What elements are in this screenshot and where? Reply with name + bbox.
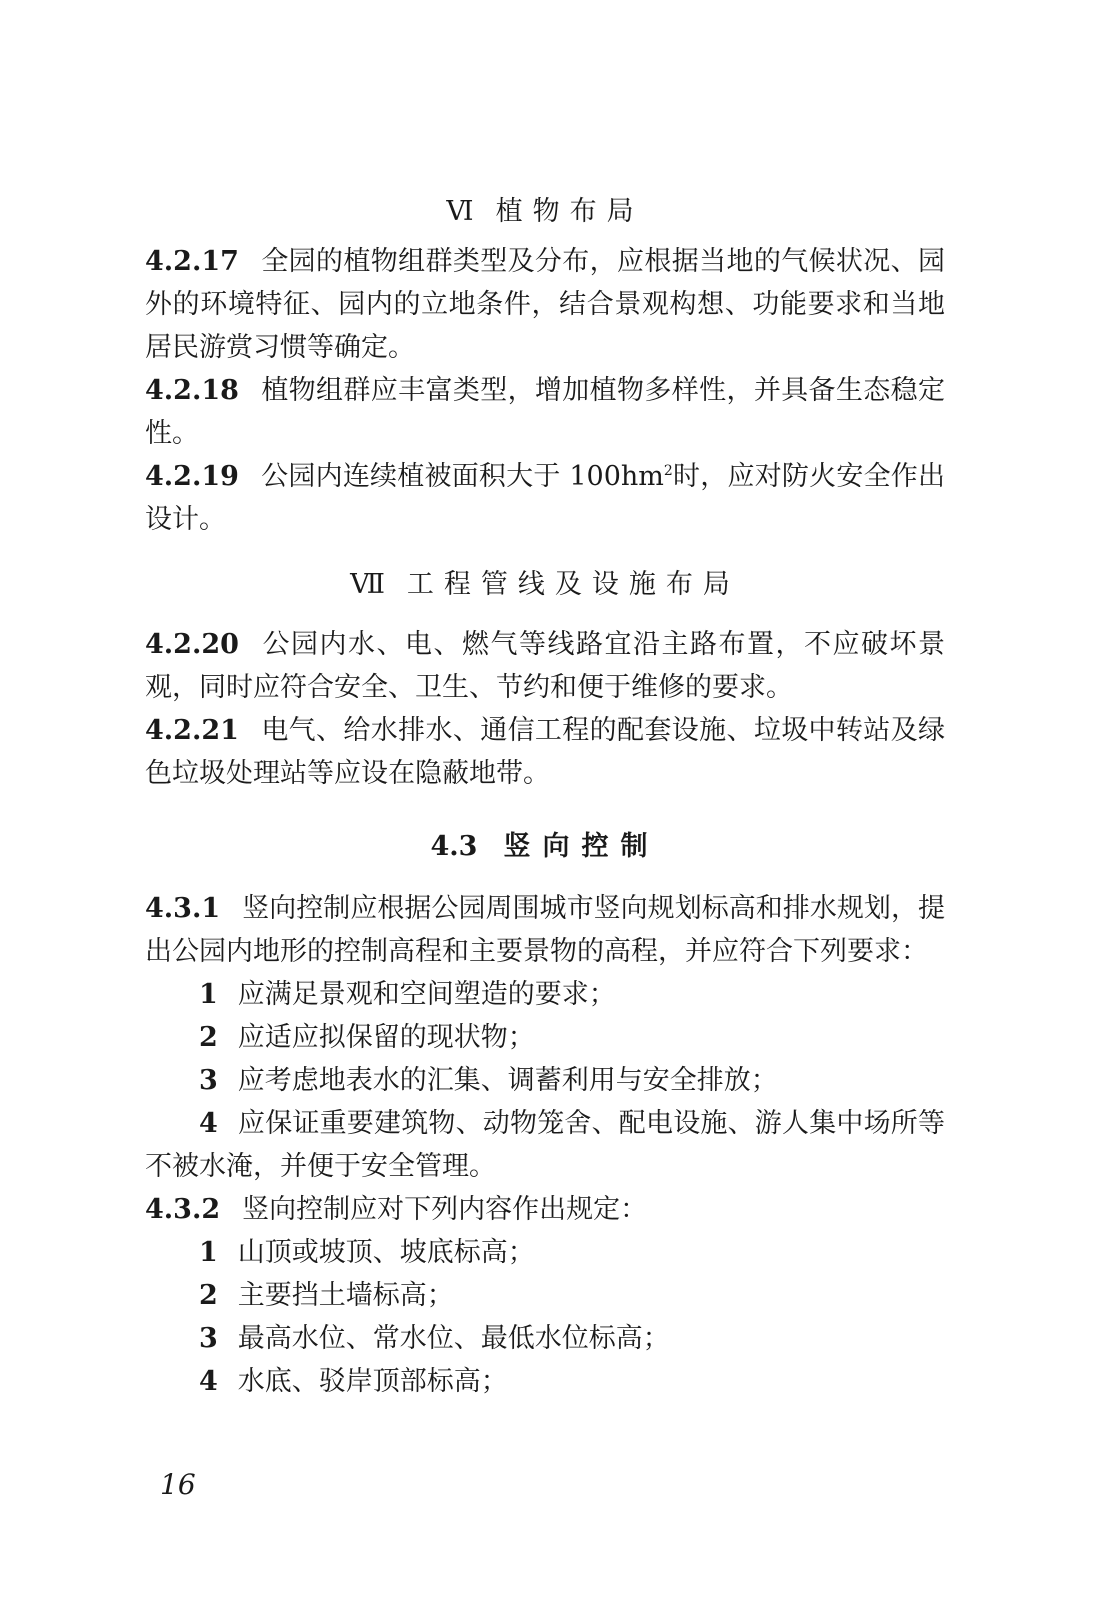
section-title-text: 工程管线及设施布局 <box>406 569 740 600</box>
item-text: 应适应拟保留的现状物； <box>237 1022 535 1053</box>
item-number: 3 <box>199 1065 218 1096</box>
clause-text: 全园的植物组群类型及分布，应根据当地的气候状况、园外的环境特征、园内的立地条件，结合景观构想、功能要求和当地居民游赏习惯等确定。 <box>145 246 945 363</box>
item-number: 3 <box>199 1323 218 1354</box>
item-text: 最高水位、常水位、最低水位标高； <box>237 1323 670 1354</box>
clause-number: 4.2.17 <box>145 246 239 277</box>
item-number: 2 <box>199 1280 218 1311</box>
item-text: 水底、驳岸顶部标高； <box>237 1366 508 1397</box>
heading-title: 竖向控制 <box>503 831 660 862</box>
section-numeral: Ⅵ <box>446 196 474 227</box>
page-number: 16 <box>160 1468 196 1501</box>
section-title-text: 植物布局 <box>495 196 644 227</box>
clause-number: 4.2.18 <box>145 375 239 406</box>
item-text: 应考虑地表水的汇集、调蓄利用与安全排放； <box>237 1065 778 1096</box>
clause-number: 4.2.19 <box>145 461 239 492</box>
heading-number: 4.3 <box>430 831 478 862</box>
clause-text: 竖向控制应对下列内容作出规定： <box>242 1194 648 1225</box>
item-text: 山顶或坡顶、坡底标高； <box>237 1237 535 1268</box>
clause-4-2-18 <box>145 369 945 455</box>
item-number: 4 <box>199 1366 218 1397</box>
section-numeral: Ⅶ <box>350 569 385 600</box>
list-item <box>145 1059 945 1102</box>
section-heading-4-3 <box>145 817 945 887</box>
clause-number: 4.3.1 <box>145 893 221 924</box>
list-item <box>145 973 945 1016</box>
clause-4-2-21 <box>145 709 945 795</box>
clause-4-3-2 <box>145 1188 945 1231</box>
item-text: 应满足景观和空间塑造的要求； <box>237 979 616 1010</box>
item-number: 4 <box>199 1108 218 1139</box>
clause-text-after: 时，应对防火安全作出设计。 <box>145 461 946 535</box>
item-number: 1 <box>199 1237 218 1268</box>
clause-text: 公园内水、电、燃气等线路宜沿主路布置，不应破坏景观，同时应符合安全、卫生、节约和便于维修的要求。 <box>145 629 945 703</box>
clause-text: 植物组群应丰富类型，增加植物多样性，并具备生态稳定性。 <box>145 375 945 449</box>
list-item <box>145 1317 945 1360</box>
list-item <box>145 1360 945 1403</box>
list-item <box>145 1274 945 1317</box>
clause-4-3-1 <box>145 887 945 973</box>
clause-number: 4.3.2 <box>145 1194 221 1225</box>
item-text: 主要挡土墙标高； <box>237 1280 454 1311</box>
page-content <box>145 190 945 1403</box>
clause-text: 电气、给水排水、通信工程的配套设施、垃圾中转站及绿色垃圾处理站等应设在隐蔽地带。 <box>145 715 945 789</box>
clause-number: 4.2.20 <box>145 629 239 660</box>
clause-text: 竖向控制应根据公园周围城市竖向规划标高和排水规划，提出公园内地形的控制高程和主要景物的高程，并应符合下列要求： <box>145 893 945 967</box>
clause-4-2-19 <box>145 455 945 541</box>
list-item <box>145 1016 945 1059</box>
clause-number: 4.2.21 <box>145 715 239 746</box>
clause-4-2-17 <box>145 240 945 369</box>
section-title-vii <box>145 563 945 613</box>
item-number: 1 <box>199 979 218 1010</box>
item-number: 2 <box>199 1022 218 1053</box>
list-item <box>145 1231 945 1274</box>
item-text: 应保证重要建筑物、动物笼舍、配电设施、游人集中场所等不被水淹，并便于安全管理。 <box>145 1108 945 1182</box>
section-title-vi <box>145 190 945 240</box>
clause-text-before: 公园内连续植被面积大于 100hm <box>260 461 664 492</box>
list-item <box>145 1102 945 1188</box>
clause-4-2-20 <box>145 623 945 709</box>
superscript: 2 <box>663 463 673 479</box>
